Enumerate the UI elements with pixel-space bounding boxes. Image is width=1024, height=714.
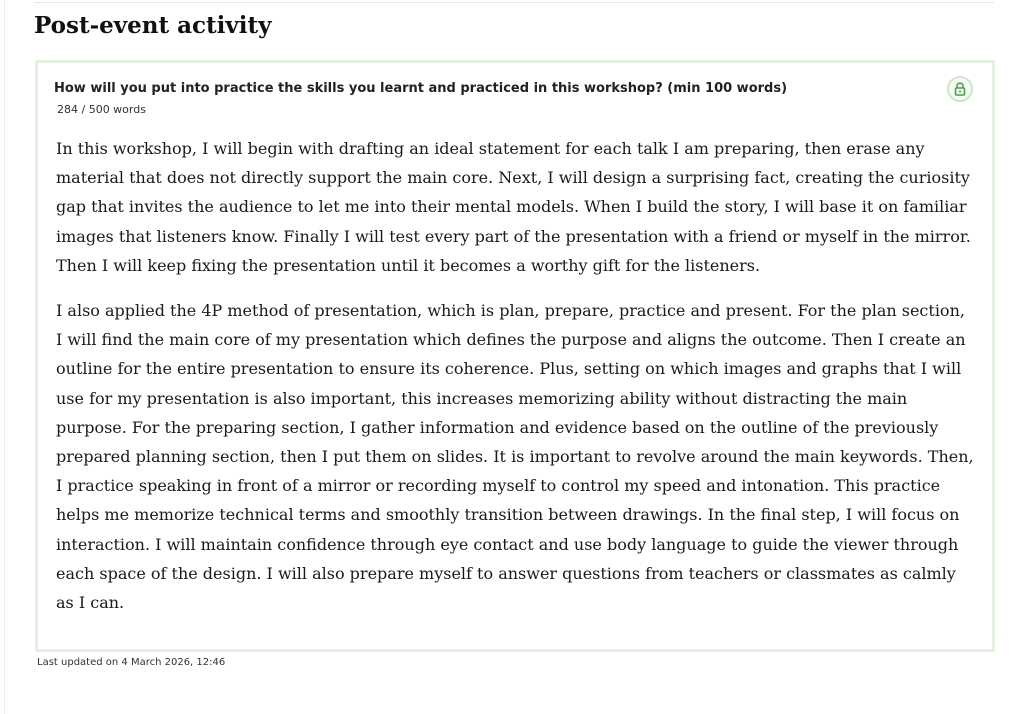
lock-button[interactable] bbox=[947, 76, 973, 102]
last-updated-timestamp: Last updated on 4 March 2026, 12:46 bbox=[37, 657, 226, 668]
word-count: 284 / 500 words bbox=[57, 103, 146, 116]
answer-text bbox=[56, 134, 976, 633]
section-divider bbox=[34, 2, 994, 3]
question-prompt: How will you put into practice the skills you learnt and practiced in this workshop? (min 100 words) bbox=[54, 81, 788, 96]
page-left-border bbox=[4, 0, 5, 714]
answer-card bbox=[35, 60, 995, 652]
answer-paragraph: In this workshop, I will begin with drafting an ideal statement for each talk I am preparing, then erase any material that does not directly support the main core. Next, I will design a surprising fact, creating the curiosity gap that invites the audience to let me into their mental models. When I build the story, I will base it on familiar images that listeners know. Finally I will test every part of the presentation with a friend or myself in the mirror. Then I will keep fixing the presentation until it becomes a worthy gift for the listeners. bbox=[56, 139, 971, 275]
section-title: Post-event activity bbox=[34, 12, 272, 39]
answer-paragraph: I also applied the 4P method of presentation, which is plan, prepare, practice and present. For the plan section, I will find the main core of my presentation which defines the purpose and aligns the outcome. Then I create an outline for the entire presentation to ensure its coherence. Plus, setting on which images and graphs that I will use for my presentation is also important, this increases memorizing ability without distracting the main purpose. For the preparing section, I gather information and evidence based on the outline of the previously prepared planning section, then I put them on slides. It is important to revolve around the main keywords. Then, I practice speaking in front of a mirror or recording myself to control my speed and intonation. This practice helps me memorize technical terms and smoothly transition between drawings. In the final step, I will focus on interaction. I will maintain confidence through eye contact and use body language to guide the viewer through each space of the design. I will also prepare myself to answer questions from teachers or classmates as calmly as I can. bbox=[56, 301, 974, 613]
lock-icon bbox=[954, 82, 966, 96]
